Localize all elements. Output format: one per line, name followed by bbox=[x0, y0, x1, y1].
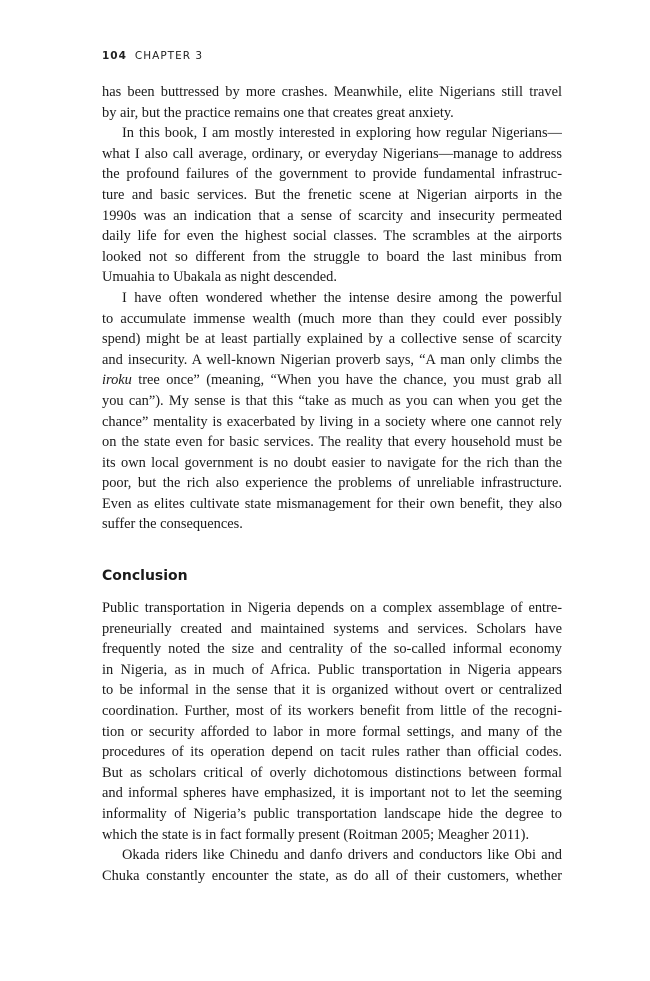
text-line: suffer the consequences. bbox=[102, 516, 243, 533]
text-line: informality of Nigeria’s public transportation landscape hide the degree to bbox=[102, 805, 562, 822]
text-line: Okada riders like Chinedu and danfo drivers and conductors like Obi and bbox=[122, 847, 562, 864]
text-line: what I also call average, ordinary, or everyday Nigerians—manage to address bbox=[102, 145, 562, 162]
text-line: ture and basic services. But the frenetic scene at Nigerian airports in the bbox=[102, 186, 562, 203]
text-line: coordination. Further, most of its workers benefit from little of the recogni- bbox=[102, 702, 562, 719]
text-line: and insecurity. A well-known Nigerian proverb says, “A man only climbs the bbox=[102, 351, 562, 368]
text-line: you can”). My sense is that this “take as much as you can when you get the bbox=[102, 392, 562, 409]
text-line: Umuahia to Ubakala as night descended. bbox=[102, 269, 337, 286]
text-line: which the state is in fact formally present (Roitman 2005; Meagher 2011). bbox=[102, 826, 530, 843]
text-line: preneurially created and maintained systems and services. Scholars have bbox=[102, 620, 562, 637]
text-line: tion or security afforded to labor in more formal settings, and many of the bbox=[102, 723, 562, 740]
text-line: has been buttressed by more crashes. Meanwhile, elite Nigerians still travel bbox=[102, 84, 562, 100]
text-line: Even as elites cultivate state mismanagement for their own benefit, they also bbox=[102, 495, 562, 512]
text-line: procedures of its operation depend on tacit rules rather than official codes. bbox=[102, 744, 562, 761]
text-line: iroku tree once” (meaning, “When you have the chance, you must grab all bbox=[102, 372, 562, 389]
page-number: 104 bbox=[102, 50, 127, 62]
text-line: Public transportation in Nigeria depends on a complex assemblage of entre- bbox=[102, 600, 562, 616]
text-line: to be informal in the sense that it is organized without overt or centralized bbox=[102, 682, 562, 699]
text-line: But as scholars critical of overly dichotomous distinctions between formal bbox=[102, 764, 562, 781]
text-line: In this book, I am mostly interested in exploring how regular Nigerians— bbox=[122, 125, 562, 142]
text-line: spend) might be at least partially explained by a collective sense of scarcity bbox=[102, 331, 562, 348]
text-line: in Nigeria, as in much of Africa. Public transportation in Nigeria appears bbox=[102, 661, 562, 678]
text-line: to accumulate immense wealth (much more than they could ever possibly bbox=[102, 310, 562, 327]
text-line: Chuka constantly encounter the state, as do all of their customers, whether bbox=[102, 867, 562, 884]
text-line: frequently noted the size and centrality of the so-called informal economy bbox=[102, 641, 562, 658]
text-line: 1990s was an indication that a sense of scarcity and insecurity permeated bbox=[102, 207, 562, 224]
body-text-section-2 bbox=[102, 598, 562, 886]
text-line: on the state even for basic services. The reality that every household must be bbox=[102, 434, 562, 451]
text-line: its own local government is no doubt easier to navigate for the rich than the bbox=[102, 454, 562, 471]
text-line: by air, but the practice remains one that creates great anxiety. bbox=[102, 104, 454, 121]
text-line: and informal spheres have emphasized, it is important not to let the seeming bbox=[102, 785, 562, 802]
text-line: the profound failures of the government to provide fundamental infrastruc- bbox=[102, 166, 562, 183]
section-heading: Conclusion bbox=[102, 568, 188, 584]
text-line: looked not so different from the struggle to board the last minibus from bbox=[102, 248, 562, 265]
running-head bbox=[102, 50, 203, 62]
text-line: poor, but the rich also experience the problems of unreliable infrastructure. bbox=[102, 475, 562, 492]
body-text-section-1 bbox=[102, 82, 562, 535]
chapter-label: CHAPTER 3 bbox=[134, 50, 204, 62]
text-line: chance” mentality is exacerbated by living in a society where one cannot rely bbox=[102, 413, 562, 430]
text-line: I have often wondered whether the intense desire among the powerful bbox=[122, 289, 562, 306]
text-line: daily life for even the highest social classes. The scrambles at the airports bbox=[102, 228, 562, 245]
